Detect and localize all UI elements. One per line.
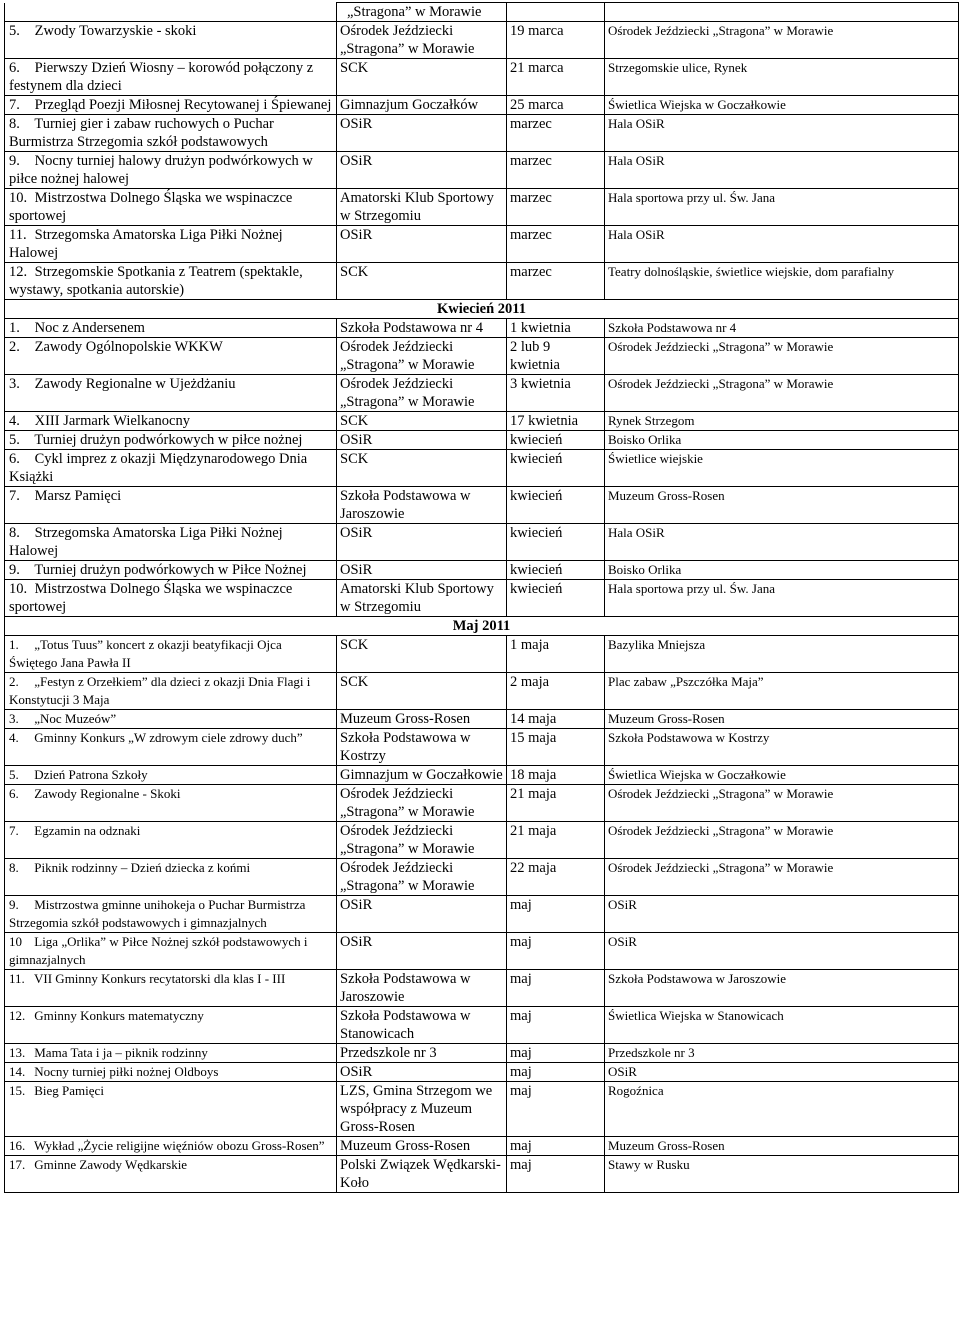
event-cell bbox=[5, 636, 337, 673]
table-row bbox=[5, 822, 959, 859]
event-name: Turniej drużyn podwórkowych w piłce nożnej bbox=[34, 432, 303, 448]
event-name: Egzamin na odznaki bbox=[34, 823, 141, 838]
event-name: VII Gminny Konkurs recytatorski dla klas I - III bbox=[34, 971, 286, 986]
table-row bbox=[5, 766, 959, 785]
place-cell: Szkoła Podstawowa w Kostrzy bbox=[605, 729, 959, 766]
place-cell: Świetlica Wiejska w Stanowicach bbox=[605, 1007, 959, 1044]
event-name: Mama Tata i ja – piknik rodzinny bbox=[34, 1045, 208, 1060]
event-cell bbox=[5, 375, 337, 412]
date-cell: 14 maja bbox=[507, 710, 605, 729]
organizer-cell: „Stragona” w Morawie bbox=[337, 3, 507, 22]
table-row bbox=[5, 412, 959, 431]
date-cell: kwiecień bbox=[507, 450, 605, 487]
place-cell: Szkoła Podstawowa nr 4 bbox=[605, 319, 959, 338]
table-row bbox=[5, 561, 959, 580]
row-number: 10. bbox=[9, 190, 28, 206]
table-row bbox=[5, 1007, 959, 1044]
organizer-cell: Ośrodek Jeździecki „Stragona” w Morawie bbox=[337, 785, 507, 822]
date-cell: maj bbox=[507, 1082, 605, 1137]
place-cell: Rynek Strzegom bbox=[605, 412, 959, 431]
event-cell bbox=[5, 412, 337, 431]
date-cell: marzec bbox=[507, 263, 605, 300]
date-cell: 18 maja bbox=[507, 766, 605, 785]
event-cell bbox=[5, 338, 337, 375]
organizer-cell: SCK bbox=[337, 59, 507, 96]
row-number: 9. bbox=[9, 153, 20, 169]
date-cell: kwiecień bbox=[507, 431, 605, 450]
date-cell: maj bbox=[507, 1063, 605, 1082]
event-name: Gminny Konkurs „W zdrowym ciele zdrowy duch” bbox=[34, 730, 303, 745]
event-name: Wykład „Życie religijne więźniów obozu Gross-Rosen” bbox=[34, 1138, 325, 1153]
table-row bbox=[5, 673, 959, 710]
row-number: 7. bbox=[9, 823, 19, 838]
event-cell bbox=[5, 59, 337, 96]
organizer-cell: Polski Związek Wędkarski- Koło bbox=[337, 1156, 507, 1193]
table-row bbox=[5, 785, 959, 822]
event-name: Pierwszy Dzień Wiosny – korowód połączony z festynem dla dzieci bbox=[9, 60, 314, 94]
organizer-cell: SCK bbox=[337, 263, 507, 300]
organizer-cell: Szkoła Podstawowa w Kostrzy bbox=[337, 729, 507, 766]
event-cell bbox=[5, 970, 337, 1007]
place-cell: Ośrodek Jeździecki „Stragona” w Morawie bbox=[605, 822, 959, 859]
date-cell: kwiecień bbox=[507, 561, 605, 580]
row-number: 8. bbox=[9, 860, 19, 875]
organizer-cell: OSiR bbox=[337, 115, 507, 152]
place-cell: Bazylika Mniejsza bbox=[605, 636, 959, 673]
event-name: Turniej gier i zabaw ruchowych o Puchar Burmistrza Strzegomia szkół podstawowych bbox=[9, 116, 274, 150]
table-row bbox=[5, 431, 959, 450]
date-cell: maj bbox=[507, 1137, 605, 1156]
row-number: 1. bbox=[9, 637, 19, 652]
organizer-cell: Gimnazjum Goczałków bbox=[337, 96, 507, 115]
table-row bbox=[5, 896, 959, 933]
event-cell bbox=[5, 189, 337, 226]
event-cell bbox=[5, 319, 337, 338]
event-name: Bieg Pamięci bbox=[34, 1083, 104, 1098]
continuation-row bbox=[5, 3, 959, 22]
event-name: Cykl imprez z okazji Międzynarodowego Dnia Książki bbox=[9, 451, 308, 485]
table-row bbox=[5, 729, 959, 766]
organizer-cell: Muzeum Gross-Rosen bbox=[337, 710, 507, 729]
table-row bbox=[5, 263, 959, 300]
event-name: Dzień Patrona Szkoły bbox=[34, 767, 148, 782]
organizer-cell: Przedszkole nr 3 bbox=[337, 1044, 507, 1063]
place-cell: Ośrodek Jeździecki „Stragona” w Morawie bbox=[605, 22, 959, 59]
table-row bbox=[5, 59, 959, 96]
place-cell: Hala OSiR bbox=[605, 226, 959, 263]
place-cell: OSiR bbox=[605, 933, 959, 970]
place-cell: Strzegomskie ulice, Rynek bbox=[605, 59, 959, 96]
place-cell: Muzeum Gross-Rosen bbox=[605, 1137, 959, 1156]
date-cell: 2 maja bbox=[507, 673, 605, 710]
organizer-cell: Ośrodek Jeździecki „Stragona” w Morawie bbox=[337, 859, 507, 896]
place-cell: Rogoźnica bbox=[605, 1082, 959, 1137]
date-cell: 21 maja bbox=[507, 785, 605, 822]
table-row bbox=[5, 636, 959, 673]
event-name: Przegląd Poezji Miłosnej Recytowanej i Śpiewanej bbox=[34, 97, 332, 113]
place-cell: Stawy w Rusku bbox=[605, 1156, 959, 1193]
month-header-row bbox=[5, 300, 959, 319]
event-name: Zawody Ogólnopolskie WKKW bbox=[34, 339, 223, 355]
event-cell bbox=[5, 673, 337, 710]
table-row bbox=[5, 22, 959, 59]
organizer-cell: OSiR bbox=[337, 561, 507, 580]
table-row bbox=[5, 96, 959, 115]
events-document bbox=[4, 2, 958, 1193]
date-cell: 1 kwietnia bbox=[507, 319, 605, 338]
place-cell: Hala OSiR bbox=[605, 115, 959, 152]
date-cell: 17 kwietnia bbox=[507, 412, 605, 431]
row-number: 7. bbox=[9, 97, 20, 113]
row-number: 5. bbox=[9, 23, 20, 39]
organizer-cell: SCK bbox=[337, 636, 507, 673]
table-row bbox=[5, 487, 959, 524]
row-number: 1. bbox=[9, 320, 20, 336]
table-row bbox=[5, 319, 959, 338]
place-cell: OSiR bbox=[605, 896, 959, 933]
organizer-cell: Szkoła Podstawowa w Stanowicach bbox=[337, 1007, 507, 1044]
date-cell: maj bbox=[507, 896, 605, 933]
organizer-cell: Ośrodek Jeździecki „Stragona” w Morawie bbox=[337, 822, 507, 859]
event-cell bbox=[5, 1156, 337, 1193]
event-cell bbox=[5, 766, 337, 785]
event-cell bbox=[5, 1007, 337, 1044]
event-cell bbox=[5, 896, 337, 933]
event-name: Gminne Zawody Wędkarskie bbox=[34, 1157, 188, 1172]
event-name: Nocny turniej piłki nożnej Oldboys bbox=[34, 1064, 219, 1079]
place-cell: Hala OSiR bbox=[605, 152, 959, 189]
date-cell: maj bbox=[507, 1044, 605, 1063]
row-number: 5. bbox=[9, 432, 20, 448]
table-row bbox=[5, 1137, 959, 1156]
table-row bbox=[5, 524, 959, 561]
table-row bbox=[5, 710, 959, 729]
event-name: Strzegomska Amatorska Liga Piłki Nożnej Halowej bbox=[9, 525, 283, 559]
event-cell bbox=[5, 859, 337, 896]
event-cell bbox=[5, 1044, 337, 1063]
date-cell: maj bbox=[507, 1007, 605, 1044]
place-cell: Świetlica Wiejska w Goczałkowie bbox=[605, 96, 959, 115]
row-number: 16. bbox=[9, 1138, 26, 1153]
organizer-cell: Gimnazjum w Goczałkowie bbox=[337, 766, 507, 785]
event-name: Strzegomskie Spotkania z Teatrem (spektakle, wystawy, spotkania autorskie) bbox=[9, 264, 303, 298]
month-header: Maj 2011 bbox=[5, 617, 959, 636]
organizer-cell: Szkoła Podstawowa nr 4 bbox=[337, 319, 507, 338]
event-name: Piknik rodzinny – Dzień dziecka z końmi bbox=[34, 860, 251, 875]
date-cell: maj bbox=[507, 1156, 605, 1193]
organizer-cell: Szkoła Podstawowa w Jaroszowie bbox=[337, 970, 507, 1007]
organizer-cell: OSiR bbox=[337, 896, 507, 933]
date-cell: marzec bbox=[507, 115, 605, 152]
place-cell: Świetlica Wiejska w Goczałkowie bbox=[605, 766, 959, 785]
row-number: 11. bbox=[9, 227, 27, 243]
organizer-cell: Szkoła Podstawowa w Jaroszowie bbox=[337, 487, 507, 524]
row-number: 15. bbox=[9, 1083, 26, 1098]
place-cell: Ośrodek Jeździecki „Stragona” w Morawie bbox=[605, 859, 959, 896]
organizer-cell: OSiR bbox=[337, 152, 507, 189]
row-number: 5. bbox=[9, 767, 19, 782]
table-row bbox=[5, 1063, 959, 1082]
event-cell bbox=[5, 96, 337, 115]
event-name: Turniej drużyn podwórkowych w Piłce Nożnej bbox=[34, 562, 307, 578]
empty-cell bbox=[605, 3, 959, 22]
row-number: 6. bbox=[9, 451, 20, 467]
table-row bbox=[5, 1082, 959, 1137]
date-cell: 25 marca bbox=[507, 96, 605, 115]
events-table bbox=[4, 2, 959, 1193]
event-cell bbox=[5, 115, 337, 152]
event-cell bbox=[5, 580, 337, 617]
date-cell: marzec bbox=[507, 152, 605, 189]
place-cell: Muzeum Gross-Rosen bbox=[605, 487, 959, 524]
organizer-cell: Amatorski Klub Sportowy w Strzegomiu bbox=[337, 189, 507, 226]
event-name: Zawody Regionalne - Skoki bbox=[34, 786, 181, 801]
place-cell: Ośrodek Jeździecki „Stragona” w Morawie bbox=[605, 375, 959, 412]
event-cell bbox=[5, 785, 337, 822]
place-cell: Hala sportowa przy ul. Św. Jana bbox=[605, 189, 959, 226]
empty-cell bbox=[507, 3, 605, 22]
row-number: 10. bbox=[9, 581, 28, 597]
row-number: 13. bbox=[9, 1045, 26, 1060]
row-number: 14. bbox=[9, 1064, 26, 1079]
row-number: 4. bbox=[9, 730, 19, 745]
date-cell: 21 marca bbox=[507, 59, 605, 96]
organizer-cell: SCK bbox=[337, 412, 507, 431]
event-name: Noc z Andersenem bbox=[34, 320, 145, 336]
organizer-cell: OSiR bbox=[337, 1063, 507, 1082]
date-cell: 2 lub 9 kwietnia bbox=[507, 338, 605, 375]
place-cell: Ośrodek Jeździecki „Stragona” w Morawie bbox=[605, 338, 959, 375]
table-row bbox=[5, 859, 959, 896]
organizer-cell: Muzeum Gross-Rosen bbox=[337, 1137, 507, 1156]
date-cell: 19 marca bbox=[507, 22, 605, 59]
event-cell bbox=[5, 450, 337, 487]
event-name: „Noc Muzeów” bbox=[34, 711, 117, 726]
event-name: Liga „Orlika” w Piłce Nożnej szkół podstawowych i gimnazjalnych bbox=[9, 934, 308, 967]
event-name: Zawody Regionalne w Ujeżdżaniu bbox=[34, 376, 236, 392]
date-cell: maj bbox=[507, 970, 605, 1007]
row-number: 12. bbox=[9, 1008, 26, 1023]
row-number: 8. bbox=[9, 116, 20, 132]
event-cell bbox=[5, 933, 337, 970]
row-number: 6. bbox=[9, 786, 19, 801]
organizer-cell: OSiR bbox=[337, 431, 507, 450]
date-cell: marzec bbox=[507, 226, 605, 263]
month-header: Kwiecień 2011 bbox=[5, 300, 959, 319]
row-number: 3. bbox=[9, 376, 20, 392]
row-number: 2. bbox=[9, 674, 19, 689]
date-cell: 3 kwietnia bbox=[507, 375, 605, 412]
month-header-row bbox=[5, 617, 959, 636]
place-cell: Hala OSiR bbox=[605, 524, 959, 561]
table-row bbox=[5, 970, 959, 1007]
event-cell bbox=[5, 152, 337, 189]
place-cell: Boisko Orlika bbox=[605, 561, 959, 580]
organizer-cell: LZS, Gmina Strzegom we współpracy z Muzeum Gross-Rosen bbox=[337, 1082, 507, 1137]
table-row bbox=[5, 580, 959, 617]
event-name: Nocny turniej halowy drużyn podwórkowych w piłce nożnej halowej bbox=[9, 153, 313, 187]
event-cell bbox=[5, 561, 337, 580]
table-row bbox=[5, 1044, 959, 1063]
row-number: 11. bbox=[9, 971, 25, 986]
organizer-cell: OSiR bbox=[337, 226, 507, 263]
row-number: 3. bbox=[9, 711, 19, 726]
table-row bbox=[5, 450, 959, 487]
event-cell bbox=[5, 710, 337, 729]
date-cell: kwiecień bbox=[507, 580, 605, 617]
organizer-cell: OSiR bbox=[337, 933, 507, 970]
event-name: Strzegomska Amatorska Liga Piłki Nożnej Halowej bbox=[9, 227, 283, 261]
date-cell: 15 maja bbox=[507, 729, 605, 766]
row-number: 2. bbox=[9, 339, 20, 355]
table-row bbox=[5, 226, 959, 263]
date-cell: kwiecień bbox=[507, 487, 605, 524]
row-number: 4. bbox=[9, 413, 20, 429]
organizer-cell: Ośrodek Jeździecki „Stragona” w Morawie bbox=[337, 375, 507, 412]
place-cell: Szkoła Podstawowa w Jaroszowie bbox=[605, 970, 959, 1007]
row-number: 9. bbox=[9, 897, 19, 912]
organizer-cell: Ośrodek Jeździecki „Stragona” w Morawie bbox=[337, 22, 507, 59]
organizer-cell: SCK bbox=[337, 450, 507, 487]
organizer-cell: Ośrodek Jeździecki „Stragona” w Morawie bbox=[337, 338, 507, 375]
event-name: „Totus Tuus” koncert z okazji beatyfikacji Ojca Świętego Jana Pawła II bbox=[9, 637, 282, 670]
event-cell bbox=[5, 1137, 337, 1156]
table-row bbox=[5, 115, 959, 152]
event-name: „Festyn z Orzełkiem” dla dzieci z okazji Dnia Flagi i Konstytucji 3 Maja bbox=[9, 674, 311, 707]
row-number: 9. bbox=[9, 562, 20, 578]
table-row bbox=[5, 152, 959, 189]
place-cell: Boisko Orlika bbox=[605, 431, 959, 450]
event-name: Mistrzostwa Dolnego Śląska we wspinaczce sportowej bbox=[9, 581, 293, 615]
table-row bbox=[5, 375, 959, 412]
place-cell: OSiR bbox=[605, 1063, 959, 1082]
date-cell: 1 maja bbox=[507, 636, 605, 673]
event-name: XIII Jarmark Wielkanocny bbox=[34, 413, 190, 429]
event-cell bbox=[5, 487, 337, 524]
row-number: 17. bbox=[9, 1157, 26, 1172]
organizer-cell: Amatorski Klub Sportowy w Strzegomiu bbox=[337, 580, 507, 617]
event-cell bbox=[5, 524, 337, 561]
event-cell bbox=[5, 263, 337, 300]
place-cell: Ośrodek Jeździecki „Stragona” w Morawie bbox=[605, 785, 959, 822]
event-name: Zwody Towarzyskie - skoki bbox=[34, 23, 197, 39]
place-cell: Świetlice wiejskie bbox=[605, 450, 959, 487]
date-cell: 21 maja bbox=[507, 822, 605, 859]
place-cell: Teatry dolnośląskie, świetlice wiejskie, dom parafialny bbox=[605, 263, 959, 300]
date-cell: maj bbox=[507, 933, 605, 970]
event-cell bbox=[5, 1082, 337, 1137]
event-cell bbox=[5, 729, 337, 766]
organizer-cell: SCK bbox=[337, 673, 507, 710]
row-number: 8. bbox=[9, 525, 20, 541]
place-cell: Przedszkole nr 3 bbox=[605, 1044, 959, 1063]
row-number: 6. bbox=[9, 60, 20, 76]
table-row bbox=[5, 338, 959, 375]
event-cell bbox=[5, 226, 337, 263]
row-number: 12. bbox=[9, 264, 28, 280]
event-cell bbox=[5, 822, 337, 859]
place-cell: Plac zabaw „Pszczółka Maja” bbox=[605, 673, 959, 710]
event-cell bbox=[5, 431, 337, 450]
empty-cell bbox=[5, 3, 337, 22]
event-name: Gminny Konkurs matematyczny bbox=[34, 1008, 204, 1023]
event-cell bbox=[5, 1063, 337, 1082]
date-cell: kwiecień bbox=[507, 524, 605, 561]
date-cell: 22 maja bbox=[507, 859, 605, 896]
table-row bbox=[5, 189, 959, 226]
place-cell: Muzeum Gross-Rosen bbox=[605, 710, 959, 729]
event-name: Mistrzostwa gminne unihokeja o Puchar Burmistrza Strzegomia szkół podstawowych i gimnazjalnych bbox=[9, 897, 306, 930]
date-cell: marzec bbox=[507, 189, 605, 226]
table-row bbox=[5, 1156, 959, 1193]
place-cell: Hala sportowa przy ul. Św. Jana bbox=[605, 580, 959, 617]
row-number: 7. bbox=[9, 488, 20, 504]
organizer-cell: OSiR bbox=[337, 524, 507, 561]
event-name: Marsz Pamięci bbox=[34, 488, 122, 504]
event-name: Mistrzostwa Dolnego Śląska we wspinaczce sportowej bbox=[9, 190, 293, 224]
row-number: 10 bbox=[9, 934, 22, 949]
event-cell bbox=[5, 22, 337, 59]
table-row bbox=[5, 933, 959, 970]
